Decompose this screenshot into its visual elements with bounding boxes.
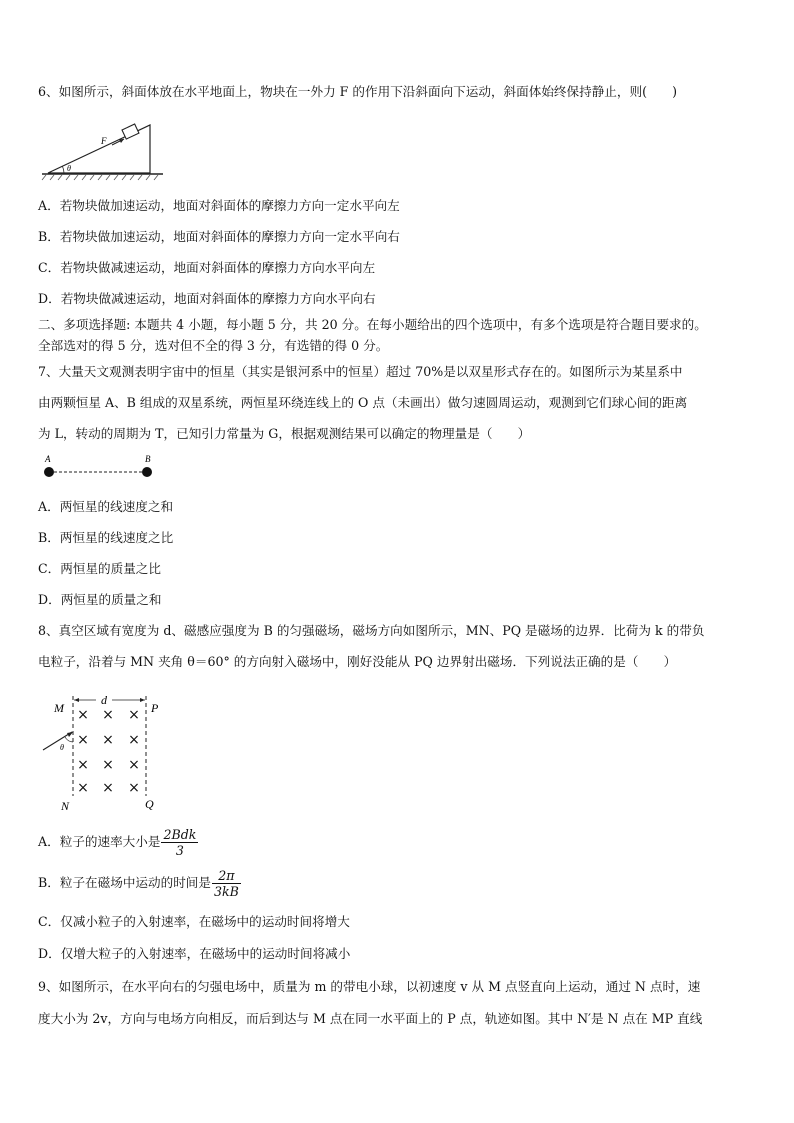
field-cross: × <box>102 780 114 796</box>
label-m: M <box>54 701 64 715</box>
angle-label: θ <box>67 164 71 173</box>
section-header-line2: 全部选对的得 5 分，选对但不全的得 3 分，有选错的得 0 分。 <box>38 338 389 353</box>
field-cross: × <box>102 757 114 773</box>
incline-figure <box>40 115 165 181</box>
field-cross: × <box>128 757 140 773</box>
speed-numerator: 2Bdk <box>163 827 197 842</box>
field-cross: × <box>77 732 89 748</box>
q7-stem-line2: 由两颗恒星 A、B 组成的双星系统，两恒星环绕连线上的 O 点（未画出）做匀速圆周运动，观测到它们球心间的距离 <box>38 395 688 410</box>
q8-stem-line2: 电粒子，沿着与 MN 夹角 θ＝60° 的方向射入磁场中，刚好没能从 PQ 边界射出磁场．下列说法正确的是（ ） <box>38 654 677 669</box>
time-numerator: 2π <box>212 868 241 884</box>
label-p: P <box>151 701 159 715</box>
binary-star-figure <box>38 450 163 482</box>
q8-stem-line1: 8、真空区域有宽度为 d、磁感应强度为 B 的匀强磁场，磁场方向如图所示，MN、PQ 是磁场的边界．比荷为 k 的带负 <box>38 623 705 638</box>
field-cross: × <box>128 780 140 796</box>
magnetic-field-figure <box>38 688 168 812</box>
q9-stem-line2: 度大小为 2v，方向与电场方向相反，而后到达与 M 点在同一水平面上的 P 点，轨迹如图。其中 N′是 N 点在 MP 直线 <box>38 1011 703 1026</box>
q7-option-a: A．两恒星的线速度之和 <box>38 499 174 514</box>
star-a <box>44 467 54 477</box>
speed-fraction <box>161 827 198 858</box>
q6-option-b: B．若物块做加速运动，地面对斜面体的摩擦力方向一定水平向右 <box>38 229 400 244</box>
star-b-label: B <box>145 454 151 464</box>
field-cross: × <box>128 707 140 723</box>
q8-option-a <box>38 827 198 858</box>
star-a-label: A <box>45 454 51 464</box>
field-cross: × <box>128 732 140 748</box>
q6-option-d: D．若物块做减速运动，地面对斜面体的摩擦力方向水平向右 <box>38 291 376 306</box>
q8-option-d: D．仅增大粒子的入射速率，在磁场中的运动时间将减小 <box>38 946 351 961</box>
q7-stem-line1: 7、大量天文观测表明宇宙中的恒星（其实是银河系中的恒星）超过 70%是以双星形式存在的。如图所示为某星系中 <box>38 364 683 379</box>
q7-option-b: B．两恒星的线速度之比 <box>38 530 174 545</box>
q8-option-c: C．仅减小粒子的入射速率，在磁场中的运动时间将增大 <box>38 914 350 929</box>
speed-denominator: 3 <box>175 843 184 858</box>
label-theta: θ <box>60 743 64 752</box>
q6-stem: 6、如图所示，斜面体放在水平地面上，物块在一外力 F 的作用下沿斜面向下运动，斜面体始终保持静止，则( ) <box>38 84 678 99</box>
field-cross: × <box>77 757 89 773</box>
q8-option-a-text: A．粒子的速率大小是 <box>38 834 161 849</box>
section-header-line1: 二、多项选择题: 本题共 4 小题，每小题 5 分，共 20 分。在每小题给出的四个选项中，有多个选项是符合题目要求的。 <box>38 317 707 332</box>
q9-stem-line1: 9、如图所示，在水平向右的匀强电场中，质量为 m 的带电小球，以初速度 v 从 M 点竖直向上运动，通过 N 点时，速 <box>38 979 701 994</box>
q8-option-b-text: B．粒子在磁场中运动的时间是 <box>38 875 211 890</box>
q6-option-c: C．若物块做减速运动，地面对斜面体的摩擦力方向水平向左 <box>38 260 376 275</box>
label-q: Q <box>145 797 154 811</box>
label-n: N <box>61 799 70 812</box>
field-cross: × <box>77 780 89 796</box>
time-fraction <box>212 868 241 899</box>
q8-option-b <box>38 868 241 899</box>
q7-stem-line3: 为 L，转动的周期为 T，已知引力常量为 G，根据观测结果可以确定的物理量是（ ） <box>38 426 531 441</box>
field-cross: × <box>77 707 89 723</box>
label-d: d <box>101 693 107 707</box>
q7-option-d: D．两恒星的质量之和 <box>38 592 162 607</box>
time-denominator: 3kB <box>213 884 239 899</box>
force-label: F <box>101 136 107 146</box>
star-b <box>142 467 152 477</box>
field-cross: × <box>102 707 114 723</box>
q7-option-c: C．两恒星的质量之比 <box>38 561 161 576</box>
field-cross: × <box>102 732 114 748</box>
q6-option-a: A．若物块做加速运动，地面对斜面体的摩擦力方向一定水平向左 <box>38 198 400 213</box>
